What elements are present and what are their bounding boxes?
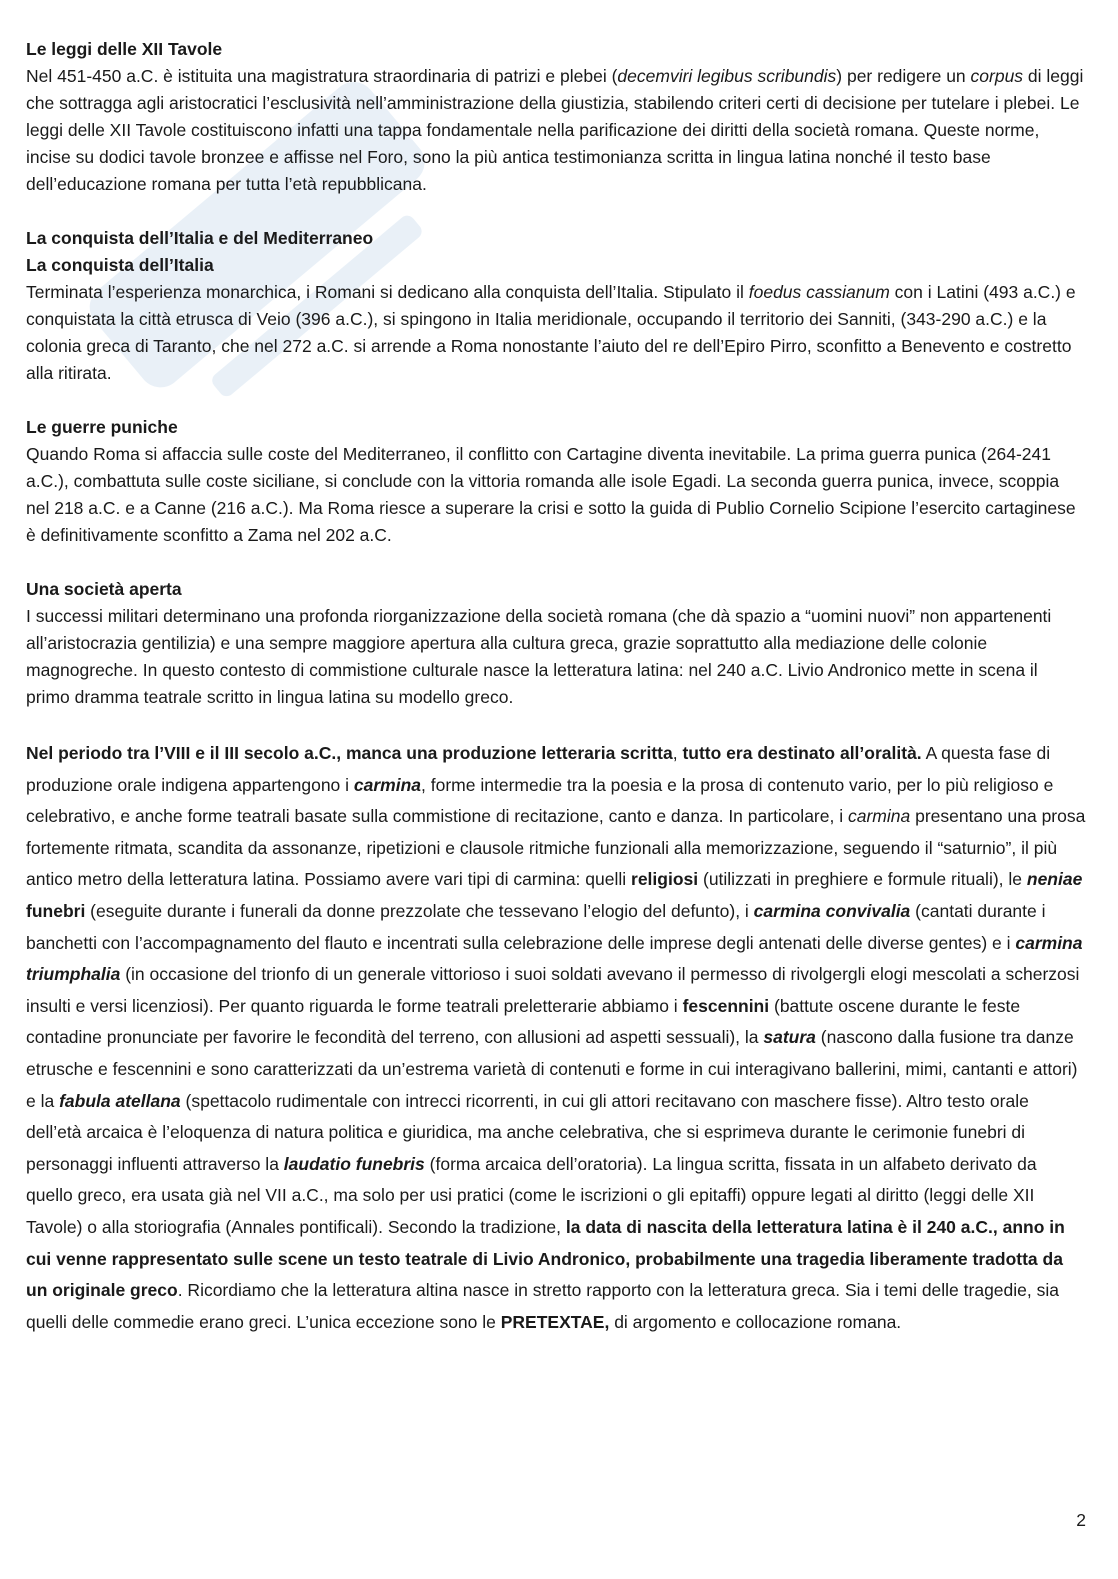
paragraph-carmina-eta-arcaica: Nel periodo tra l’VIII e il III secolo a.C., manca una produzione letteraria scritta, tutto era destinato all’oralità. A questa fase di produzione orale indigena appartengono i carmina, forme intermedie tra la poesia e la prosa di contenuto vario, per lo più religioso e celebrativo, e anche forme teatrali basate sulla commistione di recitazione, canto e danza. In particolare, i carmina presentano una prosa fortemente ritmata, scandita da assonanze, ripetizioni e clausole ritmiche funzionali alla memorizzazione, seguendo il “saturnio”, il più antico metro della letteratura latina. Possiamo avere vari tipi di carmina: quelli religiosi (utilizzati in preghiere e formule rituali), le neniae funebri (eseguite durante i funerali da donne prezzolate che tessevano l’elogio del defunto), i carmina convivalia (cantati durante i banchetti con l’accompagnamento del flauto e incentrati sulla celebrazione delle imprese degli antenati delle diverse gentes) e i carmina triumphalia (in occasione del trionfo di un generale vittorioso i suoi soldati avevano il permesso di rivolgergli elogi mescolati a scherzosi insulti e versi licenziosi). Per quanto riguarda le forme teatrali preletterarie abbiamo i fescennini (battute oscene durante le feste contadine pronunciate per favorire le fecondità del terreno, con allusioni ad aspetti sessuali), la satura (nascono dalla fusione tra danze etrusche e fescennini e sono caratterizzati da un’estrema varietà di contenuti e forme in cui interagivano ballerini, mimi, cantanti e attori) e la fabula atellana (spettacolo rudimentale con intrecci ricorrenti, in cui gli attori recitavano con maschere fisse). Altro testo orale dell’età arcaica è l’eloquenza di natura politica e giuridica, ma anche celebrativa, che si esprimeva durante le cerimonie funebri di personaggi influenti attraverso la laudatio funebris (forma arcaica dell’oratoria). La lingua scritta, fissata in un alfabeto derivato da quello greco, era usata già nel VII a.C., ma solo per usi pratici (come le iscrizioni o gli epitaffi) oppure legati al diritto (leggi delle XII Tavole) o alla storiografia (Annales pontificali). Secondo la tradizione, la data di nascita della letteratura latina è il 240 a.C., anno in cui venne rappresentato sulle scene un testo teatrale di Livio Andronico, probabilmente una tragedia liberamente tradotta da un originale greco. Ricordiamo che la letteratura altina nasce in stretto rapporto con la letteratura greca. Sia i temi delle tragedie, sia quelli delle commedie erano greci. L’unica eccezione sono le PRETEXTAE, di argomento e collocazione romana.	[26, 743, 1086, 1332]
section-heading-leggi-xii-tavole: Le leggi delle XII Tavole	[26, 39, 223, 59]
document-page	[26, 36, 1086, 1338]
section-heading-conquista: La conquista dell’Italia e del Mediterraneo	[26, 228, 374, 248]
paragraph-societa-aperta: I successi militari determinano una profonda riorganizzazione della società romana (che dà spazio a “uomini nuovi” non appartenenti all’aristocrazia gentilizia) e una sempre maggiore apertura alla cultura greca, grazie soprattutto alla mediazione delle colonie magnogreche. In questo contesto di commistione culturale nasce la letteratura latina: nel 240 a.C. Livio Andronico mette in scena il primo dramma teatrale scritto in lingua latina su modello greco.	[26, 606, 1052, 707]
paragraph-guerre-puniche: Quando Roma si affaccia sulle coste del Mediterraneo, il conflitto con Cartagine diventa inevitabile. La prima guerra punica (264-241 a.C.), combattuta sulle coste siciliane, si conclude con la vittoria romanda alle isole Egadi. La seconda guerra punica, invece, scoppia nel 218 a.C. e a Canne (216 a.C.). Ma Roma riesce a superare la crisi e sotto la guida di Publio Cornelio Scipione l’esercito cartaginese è definitivamente sconfitto a Zama nel 202 a.C.	[26, 444, 1076, 545]
subsection-heading-societa-aperta: Una società aperta	[26, 579, 182, 599]
paragraph-conquista-italia: Terminata l’esperienza monarchica, i Romani si dedicano alla conquista dell’Italia. Stipulato il foedus cassianum con i Latini (493 a.C.) e conquistata la città etrusca di Veio (396 a.C.), si spingono in Italia meridionale, occupando il territorio dei Sanniti, (343-290 a.C.) e la colonia greca di Taranto, che nel 272 a.C. si arrende a Roma nonostante l’aiuto del re dell’Epiro Pirro, sconfitto a Benevento e costretto alla ritirata.	[26, 282, 1076, 383]
subsection-heading-guerre-puniche: Le guerre puniche	[26, 417, 178, 437]
page-number: 2	[1076, 1510, 1086, 1530]
paragraph-leggi-xii-tavole: Nel 451-450 a.C. è istituita una magistratura straordinaria di patrizi e plebei (decemviri legibus scribundis) per redigere un corpus di leggi che sottragga agli aristocratici l’esclusività nell’amministrazione della giustizia, stabilendo criteri certi di decisione per tutelare i plebei. Le leggi delle XII Tavole costituiscono infatti una tappa fondamentale nella parificazione dei diritti della società romana. Queste norme, incise su dodici tavole bronzee e affisse nel Foro, sono la più antica testimonianza scritta in lingua latina nonché il testo base dell’educazione romana per tutta l’età repubblicana.	[26, 66, 1084, 194]
subsection-heading-conquista-italia: La conquista dell’Italia	[26, 255, 214, 275]
